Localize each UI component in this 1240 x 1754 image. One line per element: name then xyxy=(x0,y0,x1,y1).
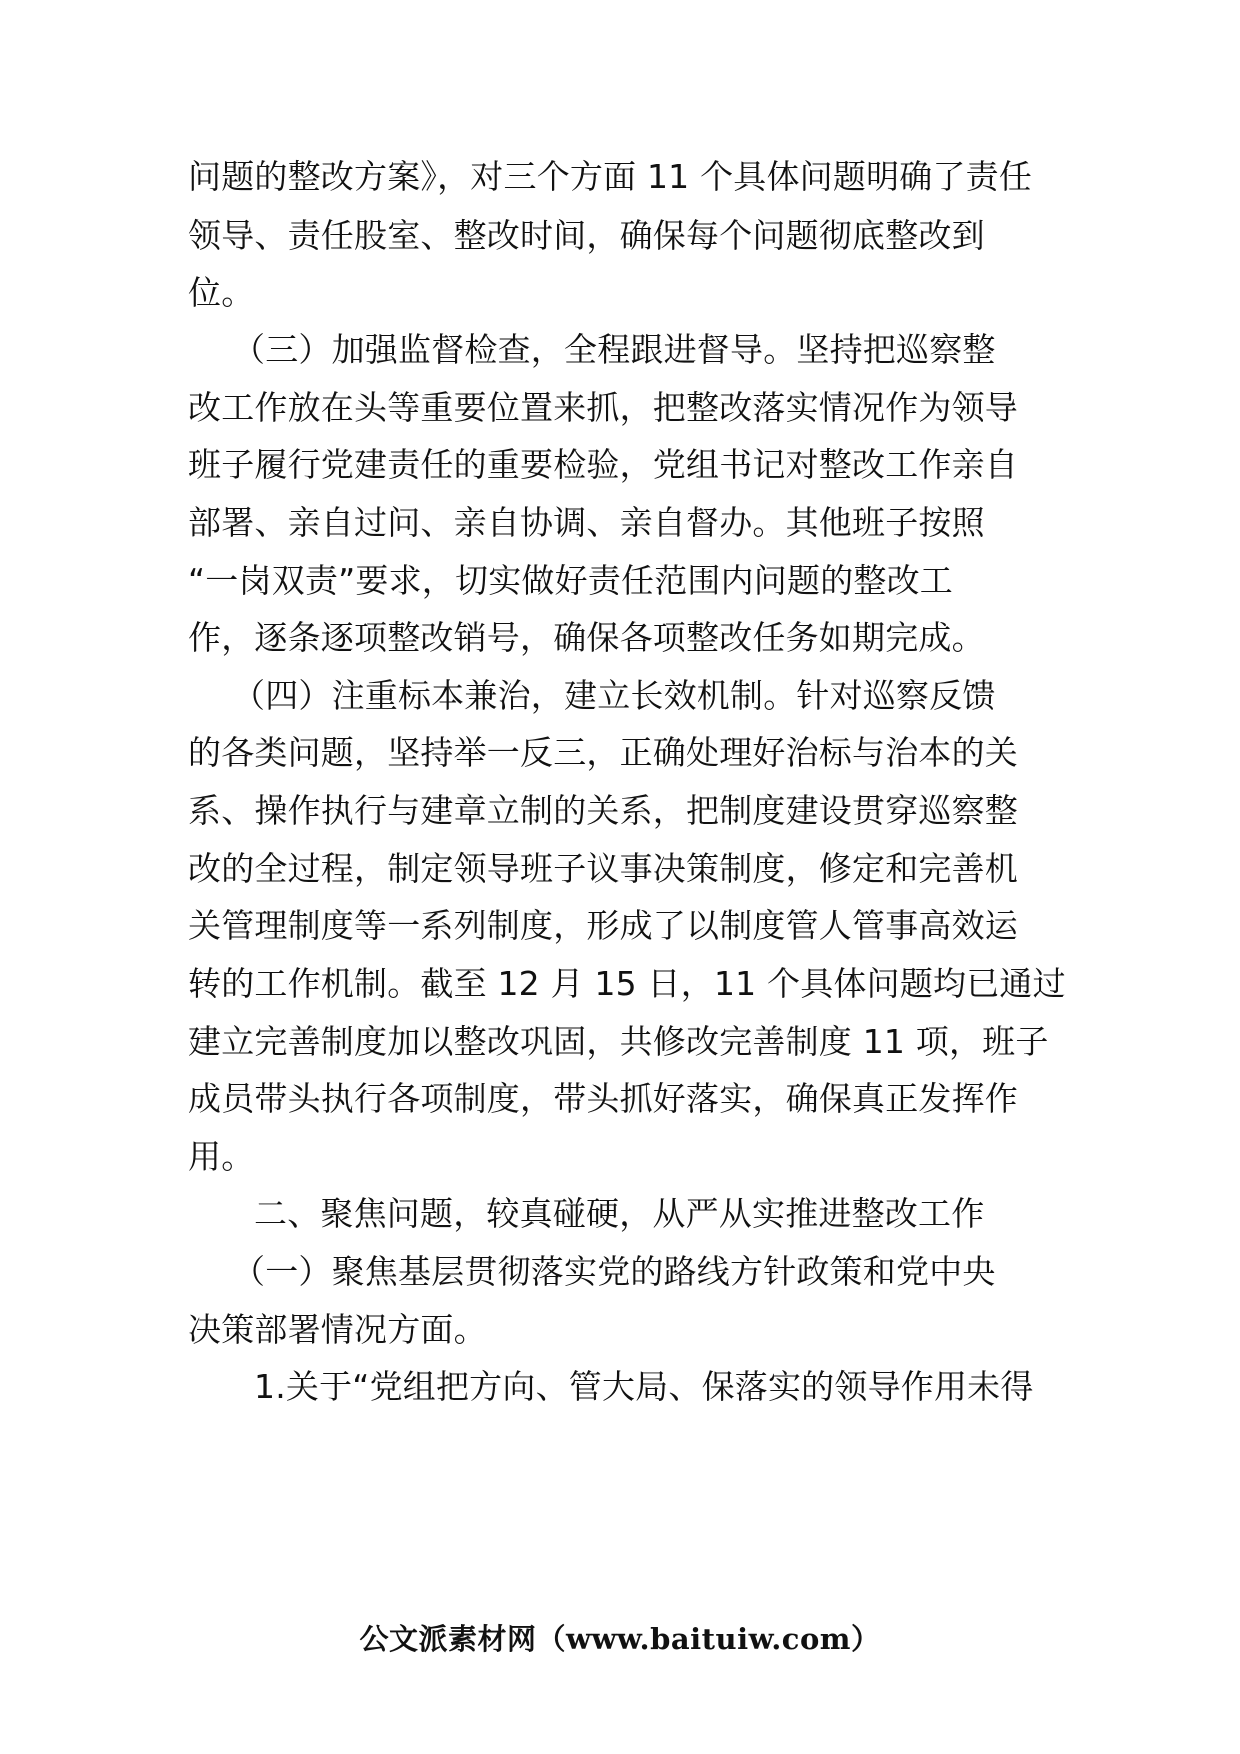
text-line: 决策部署情况方面。 xyxy=(188,1310,487,1349)
text-line: 改的全过程，制定领导班子议事决策制度，修定和完善机 xyxy=(188,849,1018,888)
text-line: 用。 xyxy=(188,1137,255,1176)
text-line: 部署、亲自过问、亲自协调、亲自督办。其他班子按照 xyxy=(188,503,985,542)
text-line: 改工作放在头等重要位置来抓，把整改落实情况作为领导 xyxy=(188,388,1018,427)
text-line: 建立完善制度加以整改巩固，共修改完善制度 11 项，班子 xyxy=(188,1022,1049,1061)
text-line: 班子履行党建责任的重要检验，党组书记对整改工作亲自 xyxy=(188,445,1018,484)
text-line: （一）聚焦基层贯彻落实党的路线方针政策和党中央 xyxy=(232,1252,996,1291)
text-line: 系、操作执行与建章立制的关系，把制度建设贯穿巡察整 xyxy=(188,791,1018,830)
text-line: 1.关于“党组把方向、管大局、保落实的领导作用未得 xyxy=(254,1367,1034,1406)
text-line: 问题的整改方案》，对三个方面 11 个具体问题明确了责任 xyxy=(188,157,1033,196)
footer-watermark: 公文派素材网（www.baituiw.com） xyxy=(359,1622,881,1656)
text-line: “一岗双责”要求，切实做好责任范围内问题的整改工 xyxy=(188,561,953,600)
text-line: 作，逐条逐项整改销号，确保各项整改任务如期完成。 xyxy=(188,618,985,657)
text-line: 位。 xyxy=(188,273,255,312)
section-heading: 二、聚焦问题，较真碰硬，从严从实推进整改工作 xyxy=(254,1194,985,1233)
text-line: 的各类问题，坚持举一反三，正确处理好治标与治本的关 xyxy=(188,733,1018,772)
text-line: 关管理制度等一系列制度，形成了以制度管人管事高效运 xyxy=(188,906,1018,945)
text-line: 成员带头执行各项制度，带头抓好落实，确保真正发挥作 xyxy=(188,1079,1018,1118)
text-line: （四）注重标本兼治，建立长效机制。针对巡察反馈 xyxy=(232,676,996,715)
text-line: 领导、责任股室、整改时间，确保每个问题彻底整改到 xyxy=(188,216,985,255)
text-line: 转的工作机制。截至 12 月 15 日，11 个具体问题均已通过 xyxy=(188,964,1066,1003)
text-line: （三）加强监督检查，全程跟进督导。坚持把巡察整 xyxy=(232,330,996,369)
